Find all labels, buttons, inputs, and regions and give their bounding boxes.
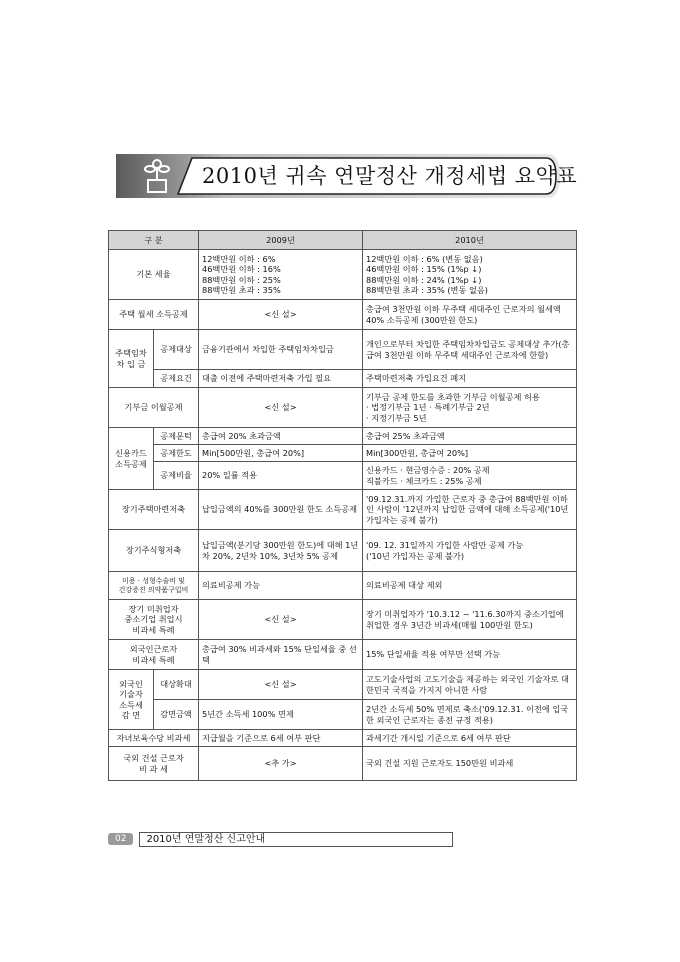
table-row [109,330,577,370]
table-row [109,640,577,670]
cell-2010: 12백만원 이하 : 6% (변동 없음) 46백만원 이하 : 15% (1%p ↓) 88백만원 이하 : 24% (1%p ↓) 88백만원 초과 : 35% (변동 없음) [363,250,577,300]
table-header-row [109,231,577,250]
table-row [109,445,577,462]
cell-2009: 5년간 소득세 100% 면제 [199,700,363,730]
cell-2009: 대출 이전에 주택마련저축 가입 필요 [199,370,363,388]
sub-label: 공제요건 [154,370,199,388]
cell-2010: 주택마련저축 가입요건 폐지 [363,370,577,388]
page-title: 2010년 귀속 연말정산 개정세법 요약표 [202,164,578,188]
cell-2009: 금융기관에서 차입한 주택임차차입금 [199,330,363,370]
cell-2009: 의료비공제 가능 [199,572,363,600]
cell-2009: 지급월을 기준으로 6세 여부 판단 [199,730,363,747]
row-label: 국외 건설 근로자 비 과 세 [109,747,199,781]
cell-2009: <신 설> [199,670,363,700]
header-category: 구 분 [109,231,199,250]
row-label: 신용카드 소득공제 [109,428,154,490]
row-label: 자녀보육수당 비과세 [109,730,199,747]
plant-icon [140,156,174,196]
table-row [109,490,577,530]
title-banner [108,150,578,202]
cell-2010: 국외 건설 지원 근로자도 150만원 비과세 [363,747,577,781]
sub-label: 공제한도 [154,445,199,462]
table-row [109,700,577,730]
footer-title: 2010년 연말정산 신고안내 [139,832,453,847]
cell-2010: '09.12.31.까지 가입한 근로자 중 총급여 88백만원 이하인 사람이 '12년까지 납입한 금액에 대해 소득공제('10년 가입자는 공제 불가) [363,490,577,530]
header-2010: 2010년 [363,231,577,250]
row-label: 장기주택마련저축 [109,490,199,530]
table-row [109,462,577,490]
cell-2009: 납입금액의 40%를 300만원 한도 소득공제 [199,490,363,530]
page-footer [108,832,453,846]
cell-2010: 의료비공제 대상 제외 [363,572,577,600]
cell-2009: 총급여 30% 비과세와 15% 단일세율 중 선택 [199,640,363,670]
cell-2010: 15% 단일세율 적용 여부만 선택 가능 [363,640,577,670]
cell-2010: 장기 미취업자가 '10.3.12 ~ '11.6.30까지 중소기업에 취업한 경우 3년간 비과세(매월 100만원 한도) [363,600,577,640]
row-label: 주택 월세 소득공제 [109,300,199,330]
cell-2009: 12백만원 이하 : 6% 46백만원 이하 : 16% 88백만원 이하 : 25% 88백만원 초과 : 35% [199,250,363,300]
cell-2010: Min[300만원, 총급여 20%] [363,445,577,462]
cell-2010: '09. 12. 31일까지 가입한 사람만 공제 가능 ('10년 가입자는 공제 불가) [363,530,577,572]
cell-2009: 납입금액(분기당 300만원 한도)에 대해 1년차 20%, 2년차 10%, 3년차 5% 공제 [199,530,363,572]
row-label: 장기주식형저축 [109,530,199,572]
cell-2009: <신 설> [199,300,363,330]
sub-label: 감면금액 [154,700,199,730]
table-row [109,250,577,300]
cell-2010: 총급여 3천만원 이하 무주택 세대주인 근로자의 월세액 40% 소득공제 (300만원 한도) [363,300,577,330]
cell-2010: 과세기간 개시일 기준으로 6세 여부 판단 [363,730,577,747]
table-row [109,730,577,747]
cell-2009: 20% 일률 적용 [199,462,363,490]
summary-table [108,230,577,781]
cell-2009: <신 설> [199,600,363,640]
row-label: 미용 · 성형수술비 및 건강증진 의약품구입비 [109,572,199,600]
header-2009: 2009년 [199,231,363,250]
cell-2010: 개인으로부터 차입한 주택임차차입금도 공제대상 추가(총급여 3천만원 이하 무주택 세대주인 근로자에 한함) [363,330,577,370]
row-label: 외국인근로자 비과세 특례 [109,640,199,670]
row-label: 외국인 기술자 소득세 감 면 [109,670,154,730]
table-row [109,747,577,781]
sub-label: 공제대상 [154,330,199,370]
cell-2010: 기부금 공제 한도를 초과한 기부금 이월공제 허용 · 법정기부금 1년 · 특례기부금 2년 · 지정기부금 5년 [363,388,577,428]
cell-2010: 2년간 소득세 50% 면제로 축소('09.12.31. 이전에 입국한 외국인 근로자는 종전 규정 적용) [363,700,577,730]
row-label: 주택임차 차 입 금 [109,330,154,388]
cell-2010: 총급여 25% 초과금액 [363,428,577,445]
cell-2010: 신용카드 · 현금영수증 : 20% 공제 직불카드 · 체크카드 : 25% 공제 [363,462,577,490]
table-row [109,370,577,388]
sub-label: 공제문턱 [154,428,199,445]
cell-2009: Min[500만원, 총급여 20%] [199,445,363,462]
table-row [109,670,577,700]
table-row [109,572,577,600]
cell-2009: <신 설> [199,388,363,428]
cell-2010: 고도기술사업의 고도기술을 제공하는 외국인 기술자로 대한민국 국적을 가지지 아니한 사람 [363,670,577,700]
cell-2009: 총급여 20% 초과금액 [199,428,363,445]
table-row [109,388,577,428]
row-label: 장기 미취업자 중소기업 취업시 비과세 특례 [109,600,199,640]
sub-label: 대상확대 [154,670,199,700]
row-label: 기부금 이월공제 [109,388,199,428]
sub-label: 공제비율 [154,462,199,490]
cell-2009: <추 가> [199,747,363,781]
row-label: 기본 세율 [109,250,199,300]
table-row [109,428,577,445]
table-row [109,300,577,330]
table-row [109,530,577,572]
table-row [109,600,577,640]
page-number: 02 [108,833,133,845]
